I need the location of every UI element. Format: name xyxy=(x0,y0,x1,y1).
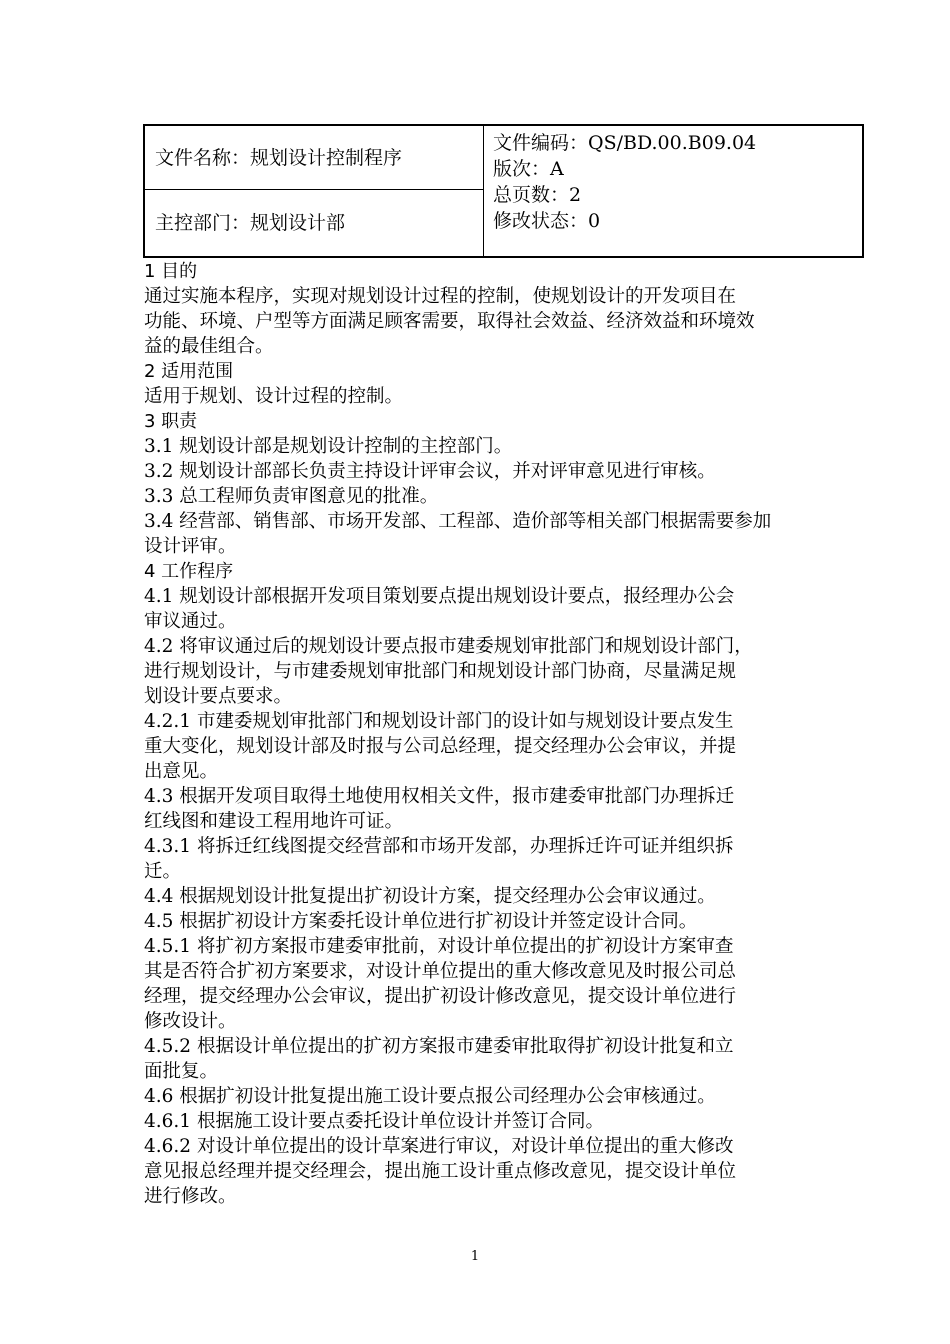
text-line: 益的最佳组合。 xyxy=(144,336,274,357)
paragraph xyxy=(144,284,860,359)
text-line: 4.4 根据规划设计批复提出扩初设计方案，提交经理办公会审议通过。 xyxy=(144,886,716,907)
text-line: 1 目的 xyxy=(144,261,198,282)
text-line: 迁。 xyxy=(144,861,182,882)
total-pages: 总页数：2 xyxy=(493,184,582,206)
paragraph xyxy=(144,384,860,409)
paragraph xyxy=(144,484,860,509)
text-line: 4.1 规划设计部根据开发项目策划要点提出规划设计要点，报经理办公会 xyxy=(144,586,735,607)
paragraph xyxy=(144,1109,860,1134)
section-heading xyxy=(144,259,860,284)
text-line: 2 适用范围 xyxy=(144,361,234,382)
paragraph xyxy=(144,634,860,709)
text-line: 3 职责 xyxy=(144,411,198,432)
paragraph xyxy=(144,784,860,834)
text-line: 审议通过。 xyxy=(144,611,237,632)
section-heading xyxy=(144,559,860,584)
version: 版次：A xyxy=(493,158,564,180)
section-heading xyxy=(144,409,860,434)
text-line: 4.3.1 将拆迁红线图提交经营部和市场开发部，办理拆迁许可证并组织拆 xyxy=(144,836,734,857)
text-line: 适用于规划、设计过程的控制。 xyxy=(144,386,404,407)
section-heading xyxy=(144,359,860,384)
text-line: 其是否符合扩初方案要求，对设计单位提出的重大修改意见及时报公司总 xyxy=(144,961,737,982)
file-code: 文件编码：QS/BD.00.B09.04 xyxy=(493,132,757,154)
text-line: 通过实施本程序，实现对规划设计过程的控制，使规划设计的开发项目在 xyxy=(144,286,737,307)
text-line: 3.4 经营部、销售部、市场开发部、工程部、造价部等相关部门根据需要参加 xyxy=(144,511,772,532)
header-left-column xyxy=(145,126,484,256)
text-line: 3.1 规划设计部是规划设计控制的主控部门。 xyxy=(144,436,513,457)
text-line: 红线图和建设工程用地许可证。 xyxy=(144,811,404,832)
text-line: 4.6 根据扩初设计批复提出施工设计要点报公司经理办公会审核通过。 xyxy=(144,1086,716,1107)
text-line: 划设计要点要求。 xyxy=(144,686,293,707)
header-right-column xyxy=(493,130,756,234)
paragraph xyxy=(144,909,860,934)
text-line: 4.6.1 根据施工设计要点委托设计单位设计并签订合同。 xyxy=(144,1111,604,1132)
paragraph xyxy=(144,509,860,559)
text-line: 3.2 规划设计部部长负责主持设计评审会议，并对评审意见进行审核。 xyxy=(144,461,716,482)
text-line: 4.3 根据开发项目取得土地使用权相关文件，报市建委审批部门办理拆迁 xyxy=(144,786,735,807)
text-line: 功能、环境、户型等方面满足顾客需要，取得社会效益、经济效益和环境效 xyxy=(144,311,755,332)
text-line: 4.2.1 市建委规划审批部门和规划设计部门的设计如与规划设计要点发生 xyxy=(144,711,734,732)
text-line: 4.5.2 根据设计单位提出的扩初方案报市建委审批取得扩初设计批复和立 xyxy=(144,1036,734,1057)
text-line: 面批复。 xyxy=(144,1061,219,1082)
text-line: 4.5.1 将扩初方案报市建委审批前，对设计单位提出的扩初设计方案审查 xyxy=(144,936,734,957)
text-line: 进行修改。 xyxy=(144,1186,237,1207)
file-name-cell: 文件名称：规划设计控制程序 xyxy=(145,126,483,190)
department-cell: 主控部门：规划设计部 xyxy=(155,212,346,234)
text-line: 4 工作程序 xyxy=(144,561,234,582)
paragraph xyxy=(144,1084,860,1109)
text-line: 出意见。 xyxy=(144,761,219,782)
document-body xyxy=(144,259,860,1209)
paragraph xyxy=(144,459,860,484)
paragraph xyxy=(144,584,860,634)
paragraph xyxy=(144,934,860,1034)
text-line: 进行规划设计，与市建委规划审批部门和规划设计部门协商，尽量满足规 xyxy=(144,661,737,682)
text-line: 重大变化，规划设计部及时报与公司总经理，提交经理办公会审议，并提 xyxy=(144,736,737,757)
paragraph xyxy=(144,434,860,459)
text-line: 4.2 将审议通过后的规划设计要点报市建委规划审批部门和规划设计部门， xyxy=(144,636,753,657)
text-line: 4.6.2 对设计单位提出的设计草案进行审议，对设计单位提出的重大修改 xyxy=(144,1136,734,1157)
paragraph xyxy=(144,709,860,784)
text-line: 4.5 根据扩初设计方案委托设计单位进行扩初设计并签定设计合同。 xyxy=(144,911,698,932)
paragraph xyxy=(144,1134,860,1209)
text-line: 3.3 总工程师负责审图意见的批准。 xyxy=(144,486,439,507)
document-header-table xyxy=(143,124,864,258)
text-line: 意见报总经理并提交经理会，提出施工设计重点修改意见，提交设计单位 xyxy=(144,1161,737,1182)
revision-status: 修改状态：0 xyxy=(493,210,601,232)
text-line: 修改设计。 xyxy=(144,1011,237,1032)
paragraph xyxy=(144,834,860,884)
page-number: 1 xyxy=(470,1249,480,1264)
text-line: 设计评审。 xyxy=(144,536,237,557)
paragraph xyxy=(144,1034,860,1084)
text-line: 经理，提交经理办公会审议，提出扩初设计修改意见，提交设计单位进行 xyxy=(144,986,737,1007)
paragraph xyxy=(144,884,860,909)
